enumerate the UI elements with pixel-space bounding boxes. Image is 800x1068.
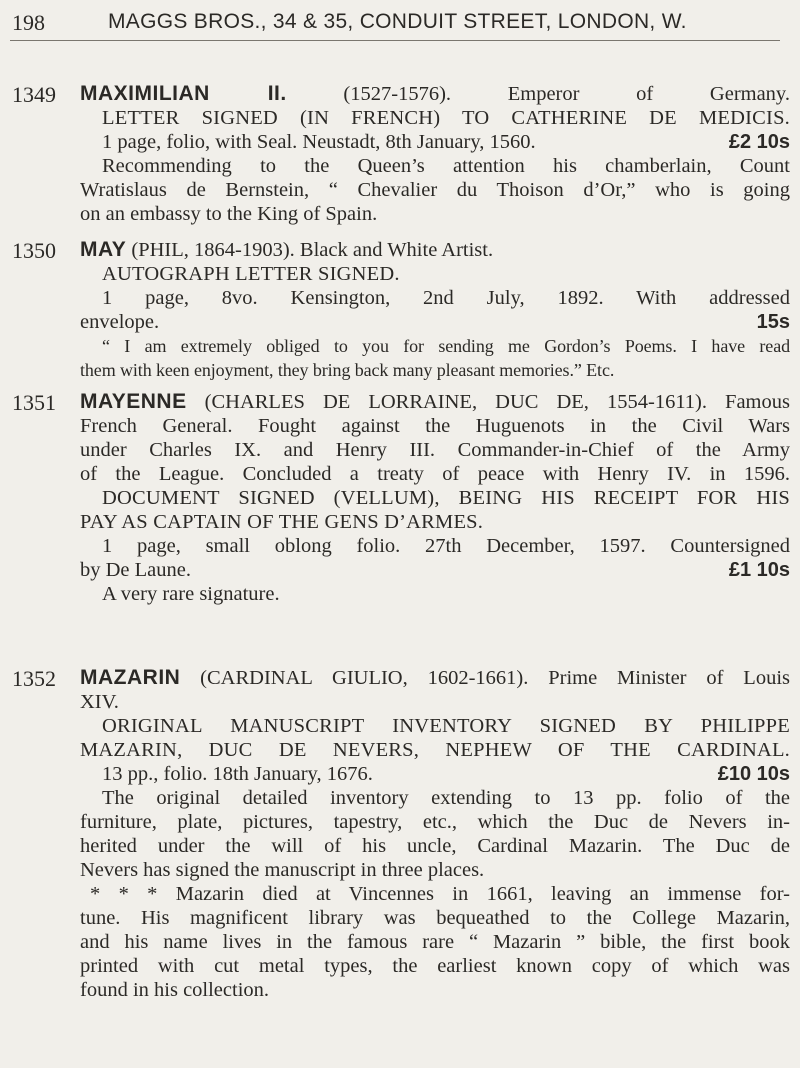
page-number: 198 [12,10,45,35]
document-description: DOCUMENT SIGNED (VELLUM), BEING HIS RECEIPT FOR HIS [102,487,790,509]
document-details [80,762,790,786]
entry-heading [80,238,790,262]
note-line: on an embassy to the King of Spain. [80,203,378,225]
entry-body [80,238,790,382]
entry-heading-rest: (CHARLES DE LORRAINE, DUC DE, 1554-1611). Famous [186,391,790,413]
lot-number: 1350 [12,238,56,263]
price: £1 10s [728,559,790,581]
document-details-text: by De Laune. [80,559,191,581]
note-line: herited under the will of his uncle, Cardinal Mazarin. The Duc de [80,835,790,857]
price: 15s [756,311,790,333]
note-line: The original detailed inventory extending to 13 pp. folio of the [102,787,790,809]
entry-name: MAY [80,238,127,261]
note-line: Recommending to the Queen’s attention his chamberlain, Count [102,155,790,177]
note-line: Wratislaus de Bernstein, “ Chevalier du Thoison d’Or,” who is going [80,179,790,201]
biography-line: French General. Fought against the Huguenots in the Civil Wars [80,415,790,437]
entry-body [80,666,790,1002]
entry-heading-rest: (PHIL, 1864-1903). Black and White Artist. [126,239,494,261]
lot-number: 1351 [12,390,56,415]
note-line: tune. His magnificent library was bequeathed to the College Mazarin, [80,907,790,929]
entry-body [80,82,790,226]
quote-line: them with keen enjoyment, they bring back many pleasant memories.” Etc. [80,360,615,380]
document-description: LETTER SIGNED (IN FRENCH) TO CATHERINE DE MEDICIS. [102,107,790,129]
quote-line: “ I am extremely obliged to you for sending me Gordon’s Poems. I have read [102,336,790,356]
document-description: ORIGINAL MANUSCRIPT INVENTORY SIGNED BY PHILIPPE [102,715,790,737]
document-description: PAY AS CAPTAIN OF THE GENS D’ARMES. [80,511,484,533]
document-details [80,130,790,154]
entry-name: MAZARIN [80,666,181,689]
biography-line: XIV. [80,691,119,713]
running-head: MAGGS BROS., 34 & 35, CONDUIT STREET, LONDON, W. [108,10,687,33]
biography-line: of the League. Concluded a treaty of peace with Henry IV. in 1596. [80,463,790,485]
entry-heading-rest: (CARDINAL GIULIO, 1602-1661). Prime Minister of Louis [180,667,790,689]
entry-body [80,390,790,606]
note-line: Nevers has signed the manuscript in three places. [80,859,485,881]
entry-name: MAXIMILIAN II. [80,82,287,105]
biography-line: under Charles IX. and Henry III. Commander-in-Chief of the Army [80,439,790,461]
document-details-text: envelope. [80,311,160,333]
document-details-text: 1 page, folio, with Seal. Neustadt, 8th January, 1560. [102,131,536,153]
entry-heading-rest: (1527-1576). Emperor of Germany. [286,83,790,105]
price: £2 10s [728,131,790,153]
entry-heading [80,82,790,106]
document-description: MAZARIN, DUC DE NEVERS, NEPHEW OF THE CARDINAL. [80,739,790,761]
header-rule [10,40,780,41]
note-line: * * * Mazarin died at Vincennes in 1661, leaving an immense for- [90,883,790,905]
page-header [12,4,792,40]
document-details: 1 page, small oblong folio. 27th December, 1597. Countersigned [102,535,790,557]
note-line: found in his collection. [80,979,270,1001]
document-details [80,310,790,334]
entry-heading [80,666,790,690]
note-line: furniture, plate, pictures, tapestry, etc., which the Duc de Nevers in- [80,811,790,833]
entry-heading [80,390,790,414]
document-details [80,558,790,582]
document-details: 1 page, 8vo. Kensington, 2nd July, 1892. With addressed [102,287,790,309]
price: £10 10s [717,763,790,785]
note-line: A very rare signature. [102,583,280,605]
document-details-text: 13 pp., folio. 18th January, 1676. [102,763,373,785]
lot-number: 1352 [12,666,56,691]
lot-number: 1349 [12,82,56,107]
note-line: and his name lives in the famous rare “ Mazarin ” bible, the first book [80,931,790,953]
document-description: AUTOGRAPH LETTER SIGNED. [102,263,400,285]
entry-name: MAYENNE [80,390,187,413]
note-line: printed with cut metal types, the earliest known copy of which was [80,955,790,977]
